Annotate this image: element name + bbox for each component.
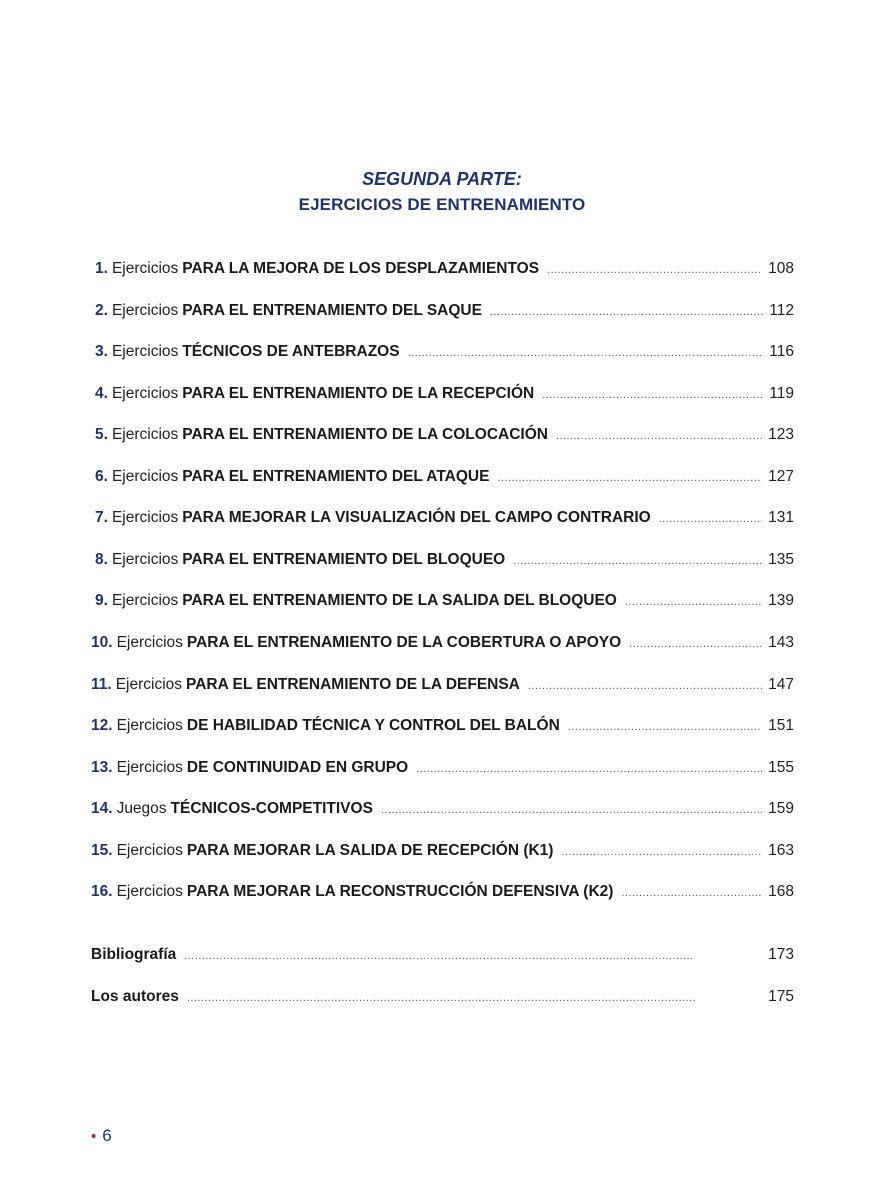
toc-entry[interactable] <box>91 507 794 529</box>
entry-title: PARA EL ENTRENAMIENTO DEL ATAQUE <box>182 467 490 485</box>
entry-kind: Ejercicios <box>116 758 183 776</box>
entry-title: Bibliografía <box>91 946 177 963</box>
dot-leader <box>556 425 762 447</box>
entry-page: 175 <box>768 988 794 1005</box>
entry-number: 2. <box>95 301 108 319</box>
footer-bullet: • <box>91 1128 97 1145</box>
part-heading: SEGUNDA PARTE: <box>362 169 522 189</box>
entry-page: 155 <box>768 758 794 776</box>
entry-title: PARA EL ENTRENAMIENTO DEL SAQUE <box>182 301 482 319</box>
entry-page: 173 <box>768 946 794 963</box>
toc-entry[interactable] <box>91 549 794 571</box>
entry-kind: Ejercicios <box>111 592 179 610</box>
entry-title: PARA EL ENTRENAMIENTO DE LA COLOCACIÓN <box>182 426 548 444</box>
entry-number: 16. <box>91 883 113 901</box>
entry-title: PARA MEJORAR LA RECONSTRUCCIÓN DEFENSIVA (K2) <box>186 883 614 901</box>
dot-leader <box>416 758 762 780</box>
entry-title: PARA EL ENTRENAMIENTO DE LA RECEPCIÓN <box>182 384 535 402</box>
entry-kind: Ejercicios <box>116 883 183 901</box>
entry-kind: Ejercicios <box>111 467 179 485</box>
entry-kind: Ejercicios <box>111 343 179 361</box>
entry-title: PARA EL ENTRENAMIENTO DE LA DEFENSA <box>186 675 520 693</box>
entry-page: 108 <box>768 260 794 277</box>
entry-title: PARA EL ENTRENAMIENTO DE LA SALIDA DEL BLOQUEO <box>182 592 617 610</box>
dot-leader <box>621 882 762 904</box>
section-header <box>0 166 884 218</box>
entry-number: 7. <box>95 509 108 527</box>
dot-leader <box>568 716 762 738</box>
toc-back-matter-entry[interactable] <box>91 944 794 966</box>
toc-entry[interactable] <box>91 300 794 322</box>
dot-leader <box>184 945 762 967</box>
toc-entry[interactable] <box>91 715 794 737</box>
entry-page: 112 <box>769 301 794 319</box>
entry-number: 1. <box>95 260 108 277</box>
toc-entry[interactable] <box>91 466 794 488</box>
entry-kind: Ejercicios <box>116 841 183 859</box>
toc-entry[interactable] <box>91 383 794 405</box>
entry-title: PARA EL ENTRENAMIENTO DE LA COBERTURA O APOYO <box>186 633 622 651</box>
entry-kind: Ejercicios <box>111 384 179 402</box>
entry-title: PARA LA MEJORA DE LOS DESPLAZAMIENTOS <box>182 260 540 277</box>
entry-page: 116 <box>769 343 794 361</box>
entry-kind: Ejercicios <box>116 633 183 651</box>
toc-back-matter-entry[interactable] <box>91 986 794 1008</box>
entry-title: TÉCNICOS DE ANTEBRAZOS <box>182 343 400 361</box>
section-title: EJERCICIOS DE ENTRENAMIENTO <box>298 195 586 214</box>
entry-title: PARA MEJORAR LA SALIDA DE RECEPCIÓN (K1) <box>186 841 554 859</box>
entry-title: TÉCNICOS-COMPETITIVOS <box>170 800 373 818</box>
toc-entry[interactable] <box>91 674 794 696</box>
entry-number: 14. <box>91 800 113 818</box>
entry-kind: Juegos <box>116 800 167 818</box>
toc-entry[interactable] <box>91 258 794 280</box>
dot-leader <box>381 799 762 821</box>
dot-leader <box>490 301 763 323</box>
dot-leader <box>561 841 762 863</box>
entry-kind: Ejercicios <box>115 675 183 693</box>
entry-title: DE CONTINUIDAD EN GRUPO <box>186 758 409 776</box>
entry-page: 147 <box>768 675 794 693</box>
dot-leader <box>408 342 764 364</box>
page-footer <box>91 1126 112 1146</box>
entry-number: 15. <box>91 841 113 859</box>
entry-number: 11. <box>91 675 112 693</box>
entry-page: 163 <box>768 841 794 859</box>
dot-leader <box>629 633 762 655</box>
entry-kind: Ejercicios <box>111 509 179 527</box>
entry-kind: Ejercicios <box>111 301 179 319</box>
entry-page: 159 <box>768 800 794 818</box>
page-number: 6 <box>102 1126 112 1145</box>
entry-number: 4. <box>95 384 108 402</box>
entry-number: 10. <box>91 633 113 651</box>
dot-leader <box>528 675 762 697</box>
dot-leader <box>497 467 762 489</box>
entry-number: 6. <box>95 467 108 485</box>
toc-entry[interactable] <box>91 798 794 820</box>
entry-number: 3. <box>95 343 108 361</box>
toc-entry[interactable] <box>91 881 794 903</box>
toc-entry[interactable] <box>91 632 794 654</box>
entry-page: 135 <box>768 550 794 568</box>
entry-title: PARA EL ENTRENAMIENTO DEL BLOQUEO <box>182 550 506 568</box>
toc-entry[interactable] <box>91 590 794 612</box>
toc-entry[interactable] <box>91 840 794 862</box>
dot-leader <box>513 550 762 572</box>
dot-leader <box>547 259 762 281</box>
toc-entry[interactable] <box>91 424 794 446</box>
entry-title: DE HABILIDAD TÉCNICA Y CONTROL DEL BALÓN <box>186 717 560 735</box>
entry-number: 13. <box>91 758 113 776</box>
entry-page: 143 <box>768 633 794 651</box>
toc-entry[interactable] <box>91 757 794 779</box>
entry-number: 12. <box>91 717 113 735</box>
toc-entry[interactable] <box>91 341 794 363</box>
dot-leader <box>187 987 762 1009</box>
entry-page: 168 <box>768 883 794 901</box>
entry-kind: Ejercicios <box>111 426 179 444</box>
entry-kind: Ejercicios <box>111 550 179 568</box>
entry-page: 119 <box>769 384 794 402</box>
dot-leader <box>659 508 762 530</box>
entry-kind: Ejercicios <box>111 260 179 277</box>
entry-number: 8. <box>95 550 108 568</box>
entry-kind: Ejercicios <box>116 717 183 735</box>
entry-page: 123 <box>768 426 794 444</box>
dot-leader <box>625 591 762 613</box>
entry-title: PARA MEJORAR LA VISUALIZACIÓN DEL CAMPO CONTRARIO <box>182 509 651 527</box>
entry-number: 9. <box>95 592 108 610</box>
dot-leader <box>542 384 763 406</box>
entry-page: 139 <box>768 592 794 610</box>
entry-number: 5. <box>95 426 108 444</box>
entry-page: 131 <box>768 509 794 527</box>
entry-page: 151 <box>768 717 794 735</box>
entry-title: Los autores <box>91 988 179 1005</box>
entry-page: 127 <box>768 467 794 485</box>
